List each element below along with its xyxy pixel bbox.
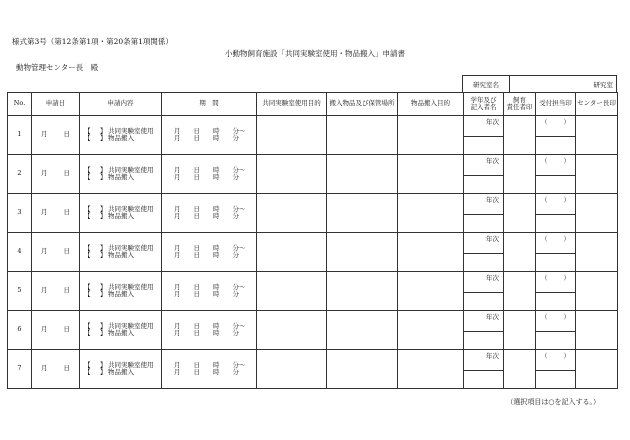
option-lab-use: 共同実験室使用 [108, 360, 154, 369]
grade-field[interactable] [464, 194, 504, 215]
applicant-name-field[interactable] [464, 332, 504, 350]
supervisor-seal-field[interactable] [504, 194, 536, 233]
col-reception-seal: 受付担当印 [536, 93, 576, 116]
bracket-close: 】 [100, 134, 107, 142]
col-lab-purpose: 共同実験室使用目的 [257, 93, 327, 116]
bracket-open: 【 [84, 321, 91, 330]
option-item-bringin: 物品搬入 [108, 173, 134, 181]
grade-field[interactable] [464, 272, 504, 293]
reception-seal-field[interactable] [536, 350, 576, 371]
year-suffix: 年次 [486, 274, 499, 282]
lab-purpose-field[interactable] [257, 155, 327, 194]
option-lab-use: 共同実験室使用 [108, 204, 154, 213]
lab-purpose-field[interactable] [257, 311, 327, 350]
lab-name-label: 研究室名 [463, 76, 510, 93]
bracket-close: 】 [100, 282, 107, 291]
paren-open: （ [541, 274, 548, 282]
grade-field[interactable] [464, 233, 504, 254]
applicant-name-field[interactable] [464, 137, 504, 155]
application-content-field[interactable] [80, 272, 162, 311]
lab-purpose-field[interactable] [257, 272, 327, 311]
paren-open: （ [541, 235, 548, 243]
period-end: 月 日 時 分 [174, 290, 239, 298]
application-content-field[interactable] [80, 155, 162, 194]
supervisor-seal-field[interactable] [504, 233, 536, 272]
bracket-open: 【 [84, 173, 91, 181]
period-field[interactable] [162, 311, 257, 350]
lab-name-suffix: 研究室 [593, 80, 613, 89]
row-number: 5 [8, 272, 32, 311]
reception-seal-field[interactable] [536, 155, 576, 176]
paren-close: ） [563, 196, 570, 204]
item-storage-field[interactable] [327, 272, 398, 311]
option-lab-use: 共同実験室使用 [108, 282, 154, 291]
supervisor-seal-field[interactable] [504, 155, 536, 194]
col-period: 期 間 [162, 93, 257, 116]
row-number: 1 [8, 116, 32, 155]
applicant-name-field[interactable] [464, 293, 504, 311]
period-end: 月 日 時 分 [174, 212, 239, 220]
item-purpose-field[interactable] [398, 194, 464, 233]
center-head-seal-field[interactable] [576, 350, 618, 389]
application-date-field[interactable] [32, 233, 80, 272]
reception-seal-field[interactable] [536, 116, 576, 137]
option-lab-use: 共同実験室使用 [108, 126, 154, 135]
period-start: 月 日 時 分〜 [174, 243, 246, 252]
reception-sign-field[interactable] [536, 293, 576, 311]
item-storage-field[interactable] [327, 194, 398, 233]
day-label: 日 [63, 364, 70, 373]
application-date-field[interactable] [32, 155, 80, 194]
row-number: 6 [8, 311, 32, 350]
application-content-field[interactable] [80, 350, 162, 389]
center-head-seal-field[interactable] [576, 116, 618, 155]
bracket-open: 【 [84, 329, 91, 337]
day-label: 日 [63, 130, 70, 139]
table-row [8, 233, 618, 254]
year-suffix: 年次 [486, 157, 499, 165]
application-content-field[interactable] [80, 311, 162, 350]
reception-sign-field[interactable] [536, 215, 576, 233]
reception-sign-field[interactable] [536, 137, 576, 155]
applicant-name-field[interactable] [464, 371, 504, 389]
option-lab-use: 共同実験室使用 [108, 321, 154, 330]
applicant-name-field[interactable] [464, 215, 504, 233]
application-table [7, 92, 618, 389]
bracket-close: 】 [100, 251, 107, 259]
lab-purpose-field[interactable] [257, 194, 327, 233]
col-content: 申請内容 [80, 93, 162, 116]
paren-close: ） [563, 118, 570, 126]
item-storage-field[interactable] [327, 155, 398, 194]
application-date-field[interactable] [32, 272, 80, 311]
month-label: 月 [41, 364, 48, 373]
lab-purpose-field[interactable] [257, 116, 327, 155]
bracket-close: 】 [100, 212, 107, 220]
bracket-close: 】 [100, 165, 107, 174]
bracket-close: 】 [100, 368, 107, 376]
item-purpose-field[interactable] [398, 350, 464, 389]
period-field[interactable] [162, 272, 257, 311]
option-item-bringin: 物品搬入 [108, 329, 134, 337]
center-head-seal-field[interactable] [576, 311, 618, 350]
grade-field[interactable] [464, 350, 504, 371]
paren-close: ） [563, 235, 570, 243]
application-content-field[interactable] [80, 116, 162, 155]
item-purpose-field[interactable] [398, 116, 464, 155]
day-label: 日 [63, 169, 70, 178]
option-item-bringin: 物品搬入 [108, 212, 134, 220]
period-start: 月 日 時 分〜 [174, 204, 246, 213]
period-end: 月 日 時 分 [174, 251, 239, 259]
item-storage-field[interactable] [327, 233, 398, 272]
document-title: 小動物飼育施設「共同実験室使用・物品搬入」申請書 [225, 49, 405, 58]
bracket-open: 【 [84, 134, 91, 142]
period-field[interactable] [162, 350, 257, 389]
col-supervisor-seal: 飼育 責任者印 [504, 93, 536, 116]
reception-sign-field[interactable] [536, 176, 576, 194]
application-content-field[interactable] [80, 194, 162, 233]
bracket-close: 】 [100, 321, 107, 330]
paren-open: （ [541, 157, 548, 165]
row-number: 4 [8, 233, 32, 272]
bracket-close: 】 [100, 126, 107, 135]
reception-sign-field[interactable] [536, 254, 576, 272]
application-date-field[interactable] [32, 116, 80, 155]
applicant-name-field[interactable] [464, 254, 504, 272]
day-label: 日 [63, 325, 70, 334]
period-start: 月 日 時 分〜 [174, 321, 246, 330]
paren-close: ） [563, 157, 570, 165]
bracket-close: 】 [100, 329, 107, 337]
item-storage-field[interactable] [327, 311, 398, 350]
reception-seal-field[interactable] [536, 194, 576, 215]
center-head-seal-field[interactable] [576, 233, 618, 272]
col-date: 申請日 [32, 93, 80, 116]
row-number: 2 [8, 155, 32, 194]
paren-close: ） [563, 274, 570, 282]
option-item-bringin: 物品搬入 [108, 134, 134, 142]
month-label: 月 [41, 286, 48, 295]
paren-open: （ [541, 118, 548, 126]
addressee: 動物管理センター長 殿 [16, 63, 99, 72]
year-suffix: 年次 [486, 196, 499, 204]
option-item-bringin: 物品搬入 [108, 290, 134, 298]
day-label: 日 [63, 208, 70, 217]
month-label: 月 [41, 169, 48, 178]
supervisor-seal-field[interactable] [504, 311, 536, 350]
table-row [8, 116, 618, 137]
period-field[interactable] [162, 155, 257, 194]
table-row [8, 272, 618, 293]
form-number: 様式第3号（第12条第1項・第20条第1項関係） [12, 37, 173, 46]
period-end: 月 日 時 分 [174, 368, 239, 376]
reception-sign-field[interactable] [536, 332, 576, 350]
option-lab-use: 共同実験室使用 [108, 165, 154, 174]
bracket-close: 】 [100, 243, 107, 252]
table-row [8, 194, 618, 215]
bracket-open: 【 [84, 251, 91, 259]
col-item-purpose: 物品搬入目的 [398, 93, 464, 116]
application-content-field[interactable] [80, 233, 162, 272]
period-end: 月 日 時 分 [174, 173, 239, 181]
center-head-seal-field[interactable] [576, 155, 618, 194]
row-number: 3 [8, 194, 32, 233]
paren-open: （ [541, 313, 548, 321]
paren-open: （ [541, 352, 548, 360]
col-grade-name: 学年及び 記入者名 [464, 93, 504, 116]
paren-close: ） [563, 352, 570, 360]
table-row [8, 311, 618, 332]
bracket-open: 【 [84, 212, 91, 220]
item-storage-field[interactable] [327, 116, 398, 155]
month-label: 月 [41, 130, 48, 139]
month-label: 月 [41, 247, 48, 256]
year-suffix: 年次 [486, 118, 499, 126]
reception-seal-field[interactable] [536, 233, 576, 254]
period-start: 月 日 時 分〜 [174, 126, 246, 135]
item-purpose-field[interactable] [398, 233, 464, 272]
supervisor-seal-field[interactable] [504, 272, 536, 311]
reception-seal-field[interactable] [536, 311, 576, 332]
option-item-bringin: 物品搬入 [108, 251, 134, 259]
bracket-open: 【 [84, 368, 91, 376]
bracket-open: 【 [84, 165, 91, 174]
month-label: 月 [41, 325, 48, 334]
bracket-open: 【 [84, 360, 91, 369]
bracket-close: 】 [100, 360, 107, 369]
paren-open: （ [541, 196, 548, 204]
lab-purpose-field[interactable] [257, 233, 327, 272]
bracket-close: 】 [100, 204, 107, 213]
lab-name-field[interactable] [510, 76, 617, 93]
bracket-close: 】 [100, 173, 107, 181]
month-label: 月 [41, 208, 48, 217]
col-no: No. [8, 93, 32, 116]
year-suffix: 年次 [486, 313, 499, 321]
period-field[interactable] [162, 233, 257, 272]
row-number: 7 [8, 350, 32, 389]
bracket-open: 【 [84, 282, 91, 291]
supervisor-seal-field[interactable] [504, 350, 536, 389]
bracket-close: 】 [100, 290, 107, 298]
period-field[interactable] [162, 116, 257, 155]
grade-field[interactable] [464, 155, 504, 176]
lab-purpose-field[interactable] [257, 350, 327, 389]
year-suffix: 年次 [486, 352, 499, 360]
item-purpose-field[interactable] [398, 155, 464, 194]
center-head-seal-field[interactable] [576, 194, 618, 233]
option-lab-use: 共同実験室使用 [108, 243, 154, 252]
bracket-open: 【 [84, 290, 91, 298]
period-start: 月 日 時 分〜 [174, 282, 246, 291]
period-field[interactable] [162, 194, 257, 233]
bracket-open: 【 [84, 204, 91, 213]
item-storage-field[interactable] [327, 350, 398, 389]
period-start: 月 日 時 分〜 [174, 165, 246, 174]
day-label: 日 [63, 247, 70, 256]
col-item-storage: 搬入物品及び保管場所 [327, 93, 398, 116]
application-date-field[interactable] [32, 311, 80, 350]
application-date-field[interactable] [32, 350, 80, 389]
paren-close: ） [563, 313, 570, 321]
day-label: 日 [63, 286, 70, 295]
applicant-name-field[interactable] [464, 176, 504, 194]
reception-sign-field[interactable] [536, 371, 576, 389]
supervisor-seal-field[interactable] [504, 116, 536, 155]
application-date-field[interactable] [32, 194, 80, 233]
reception-seal-field[interactable] [536, 272, 576, 293]
center-head-seal-field[interactable] [576, 272, 618, 311]
period-start: 月 日 時 分〜 [174, 360, 246, 369]
table-row [8, 155, 618, 176]
footnote: （選択項目は○を記入する。） [506, 398, 600, 406]
option-item-bringin: 物品搬入 [108, 368, 134, 376]
period-end: 月 日 時 分 [174, 329, 239, 337]
period-end: 月 日 時 分 [174, 134, 239, 142]
lab-name-box [462, 75, 617, 93]
table-row [8, 350, 618, 371]
bracket-open: 【 [84, 243, 91, 252]
col-center-head-seal: センター長印 [576, 93, 618, 116]
item-purpose-field[interactable] [398, 272, 464, 311]
year-suffix: 年次 [486, 235, 499, 243]
grade-field[interactable] [464, 311, 504, 332]
item-purpose-field[interactable] [398, 311, 464, 350]
table-header [8, 93, 618, 116]
grade-field[interactable] [464, 116, 504, 137]
bracket-open: 【 [84, 126, 91, 135]
